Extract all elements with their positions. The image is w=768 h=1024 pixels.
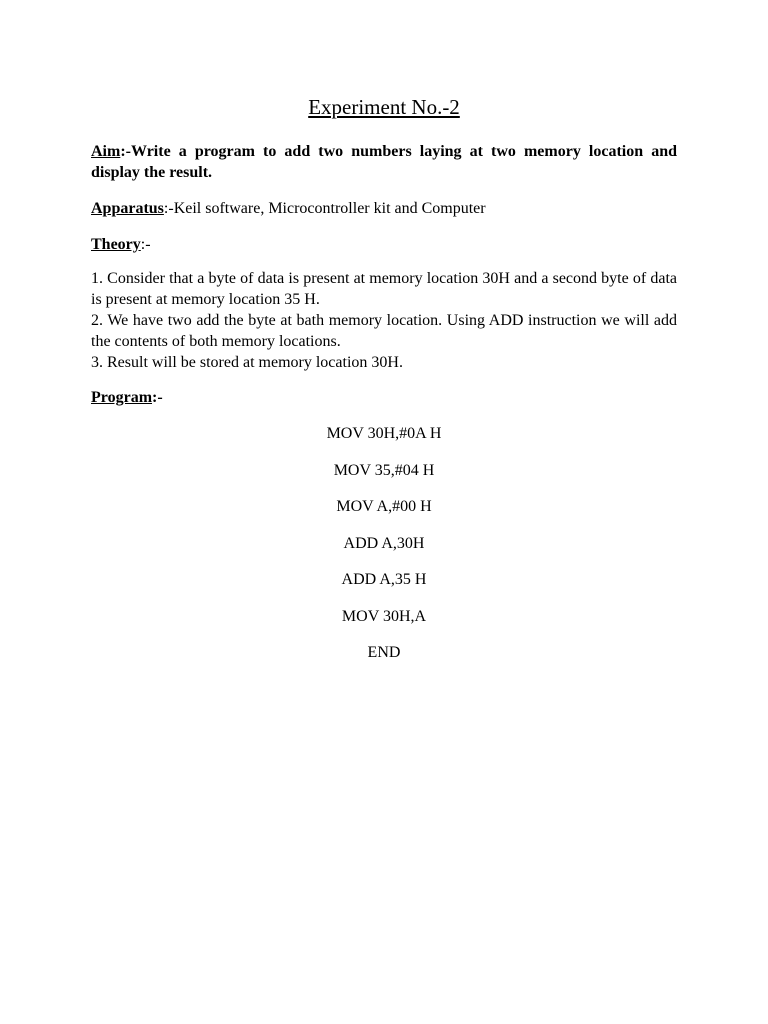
aim-section (91, 141, 677, 183)
theory-point: 1. Consider that a byte of data is present at memory location 30H and a second byte of data is present at memory location 35 H. (91, 270, 677, 308)
theory-point: 3. Result will be stored at memory location 30H. (91, 354, 403, 371)
code-line: END (367, 644, 401, 661)
page-title: Experiment No.-2 (308, 95, 460, 119)
apparatus-separator: :- (163, 200, 174, 217)
code-line: MOV 35,#04 H (333, 461, 435, 479)
aim-text: Write a program to add two numbers laying at two memory location and display the result. (91, 143, 677, 181)
apparatus-text: Keil software, Microcontroller kit and Computer (173, 200, 486, 217)
program-separator: :- (152, 389, 163, 406)
theory-separator: :- (140, 236, 151, 253)
code-line: MOV A,#00 H (336, 498, 432, 515)
theory-label: Theory (91, 236, 141, 253)
theory-points (91, 268, 677, 373)
theory-heading (91, 234, 677, 255)
theory-point: 2. We have two add the byte at bath memory location. Using ADD instruction we will add the contents of both memory locations. (91, 312, 677, 350)
apparatus-section (91, 198, 677, 219)
code-line: MOV 30H,A (341, 607, 427, 625)
aim-separator: :- (120, 143, 131, 160)
code-line: ADD A,35 H (341, 571, 427, 588)
code-line: MOV 30H,#0A H (326, 425, 442, 442)
apparatus-label: Apparatus (91, 200, 164, 217)
code-line: ADD A,30H (343, 534, 425, 552)
program-label: Program (91, 389, 153, 406)
aim-label: Aim (91, 143, 121, 160)
program-code (0, 423, 768, 679)
program-heading (91, 387, 677, 408)
